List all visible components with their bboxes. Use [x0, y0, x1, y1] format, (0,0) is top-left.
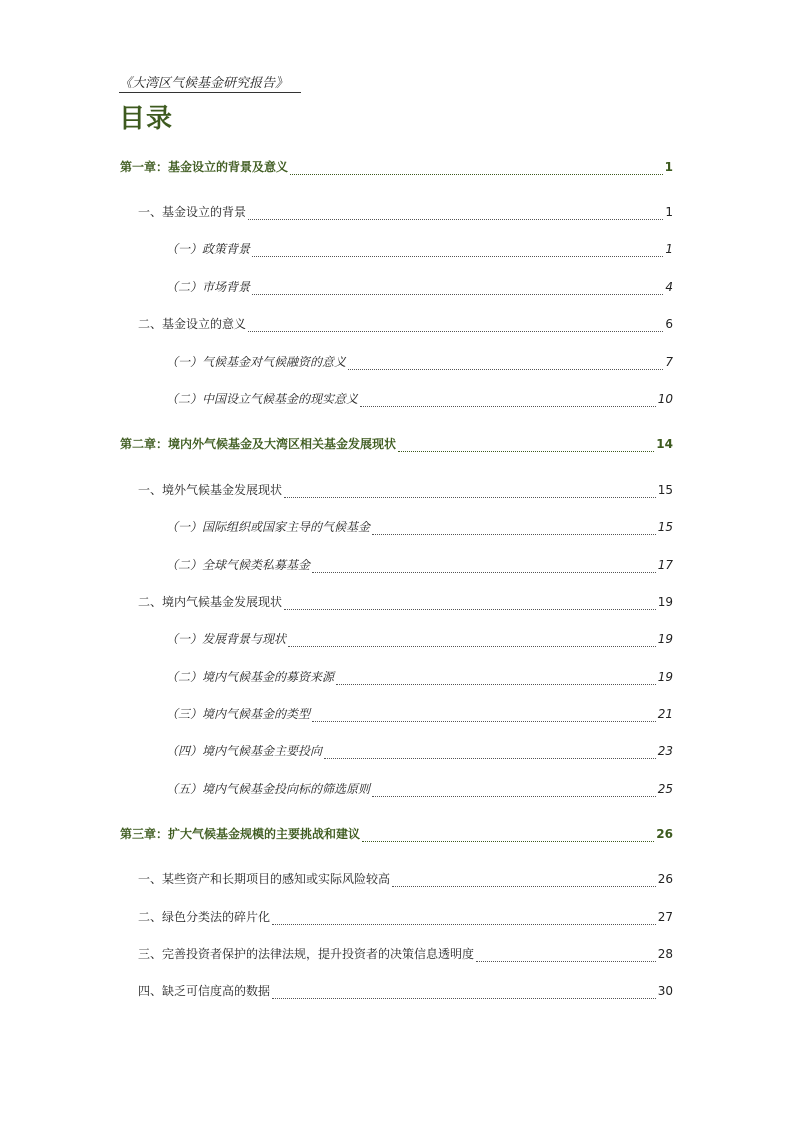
toc-entry[interactable]: [166, 354, 673, 370]
toc-page-number: 19: [657, 670, 673, 684]
toc-leader-dots: [336, 673, 656, 685]
toc-page-number: 19: [657, 595, 673, 609]
toc-leader-dots: [248, 208, 663, 220]
toc-page-number: 15: [657, 520, 673, 534]
toc-entry-label: （三）境内气候基金的类型: [166, 707, 311, 721]
toc-entry[interactable]: [166, 669, 673, 685]
toc-page-number: 7: [665, 355, 673, 369]
toc-entry-label: 二、境内气候基金发展现状: [138, 595, 283, 609]
toc-entry-label: （五）境内气候基金投向标的筛选原则: [166, 782, 371, 796]
toc-leader-dots: [252, 245, 663, 257]
toc-entry[interactable]: [138, 871, 673, 887]
toc-leader-dots: [392, 875, 656, 887]
toc-leader-dots: [252, 283, 663, 295]
toc-page-number: 26: [657, 872, 673, 886]
toc-leader-dots: [360, 395, 656, 407]
toc-page-number: 21: [657, 707, 673, 721]
toc-leader-dots: [290, 163, 663, 175]
toc-leader-dots: [288, 635, 656, 647]
toc-entry-label: 第一章：基金设立的背景及意义: [120, 160, 289, 174]
toc-entry[interactable]: [138, 909, 673, 925]
toc-page-number: 1: [665, 242, 673, 256]
toc-entry-label: （二）市场背景: [166, 280, 251, 294]
toc-entry-label: （一）发展背景与现状: [166, 632, 287, 646]
toc-entry-label: （二）全球气候类私募基金: [166, 558, 311, 572]
toc-entry[interactable]: [166, 781, 673, 797]
toc-entry[interactable]: [166, 631, 673, 647]
toc-entry[interactable]: [120, 159, 673, 175]
toc-entry-label: （四）境内气候基金主要投向: [166, 744, 323, 758]
toc-entry[interactable]: [138, 482, 673, 498]
toc-entry[interactable]: [166, 557, 673, 573]
toc-entry-label: 一、某些资产和长期项目的感知或实际风险较高: [138, 872, 391, 886]
toc-entry[interactable]: [166, 241, 673, 257]
toc-entry[interactable]: [166, 519, 673, 535]
toc-leader-dots: [348, 358, 663, 370]
toc-entry[interactable]: [138, 946, 673, 962]
toc-entry-label: （二）境内气候基金的募资来源: [166, 670, 335, 684]
toc-page-number: 19: [657, 632, 673, 646]
toc-entry[interactable]: [120, 826, 673, 842]
toc-entry-label: 四、缺乏可信度高的数据: [138, 984, 271, 998]
toc-entry[interactable]: [138, 594, 673, 610]
toc-leader-dots: [284, 598, 656, 610]
toc-page-number: 14: [656, 437, 673, 451]
toc-leader-dots: [398, 440, 654, 452]
toc-page-number: 10: [657, 392, 673, 406]
toc-entry-label: 一、境外气候基金发展现状: [138, 483, 283, 497]
toc-page-number: 1: [665, 205, 673, 219]
toc-page-number: 25: [657, 782, 673, 796]
toc-leader-dots: [372, 523, 656, 535]
toc-page-number: 27: [657, 910, 673, 924]
toc-entry-label: 一、基金设立的背景: [138, 205, 247, 219]
toc-entry-label: 二、绿色分类法的碎片化: [138, 910, 271, 924]
toc-leader-dots: [312, 710, 656, 722]
toc-page-number: 17: [657, 558, 673, 572]
toc-entry-label: 第二章：境内外气候基金及大湾区相关基金发展现状: [120, 437, 397, 451]
toc-leader-dots: [362, 830, 654, 842]
toc-entry[interactable]: [166, 743, 673, 759]
toc-leader-dots: [324, 747, 656, 759]
toc-entry[interactable]: [166, 391, 673, 407]
toc-page-number: 28: [657, 947, 673, 961]
toc-page-number: 1: [664, 160, 673, 174]
toc-page-number: 6: [665, 317, 673, 331]
toc-page-number: 23: [657, 744, 673, 758]
toc-leader-dots: [312, 561, 656, 573]
toc-leader-dots: [272, 987, 656, 999]
toc-entry[interactable]: [120, 436, 673, 452]
toc-entry-label: 二、基金设立的意义: [138, 317, 247, 331]
toc-leader-dots: [476, 950, 656, 962]
toc-entry-label: （一）气候基金对气候融资的意义: [166, 355, 347, 369]
toc-leader-dots: [248, 320, 663, 332]
toc-entry-label: （二）中国设立气候基金的现实意义: [166, 392, 359, 406]
toc-entry[interactable]: [138, 316, 673, 332]
document-header: 《大湾区气候基金研究报告》: [119, 72, 301, 93]
toc-page-number: 30: [657, 984, 673, 998]
toc-page-number: 4: [665, 280, 673, 294]
toc-leader-dots: [372, 785, 656, 797]
toc-entry-label: 第三章：扩大气候基金规模的主要挑战和建议: [120, 827, 361, 841]
toc-entry-label: （一）政策背景: [166, 242, 251, 256]
toc-leader-dots: [272, 913, 656, 925]
toc-title: 目录: [119, 104, 174, 134]
toc-entry[interactable]: [138, 204, 673, 220]
toc-entry[interactable]: [166, 706, 673, 722]
toc-leader-dots: [284, 486, 656, 498]
toc-page-number: 15: [657, 483, 673, 497]
toc-entry-label: 三、完善投资者保护的法律法规，提升投资者的决策信息透明度: [138, 947, 475, 961]
toc-page-number: 26: [656, 827, 673, 841]
toc-entry[interactable]: [138, 983, 673, 999]
toc-entry[interactable]: [166, 279, 673, 295]
toc-entry-label: （一）国际组织或国家主导的气候基金: [166, 520, 371, 534]
